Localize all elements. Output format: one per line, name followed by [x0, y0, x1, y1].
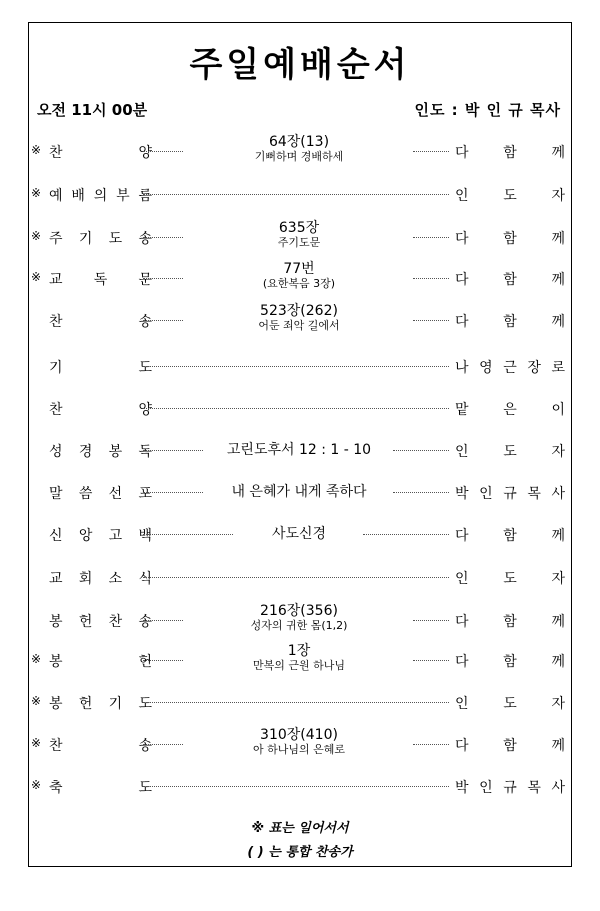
order-item-detail	[174, 727, 424, 757]
hymn-title: 어둔 죄악 길에서	[258, 319, 340, 332]
responsible-person: 다 함 께	[455, 314, 565, 330]
responsible-person: 인 도 자	[455, 444, 565, 460]
order-item-label: 예 배 의 부 름	[49, 188, 152, 204]
dotted-leader	[143, 237, 183, 238]
order-item-label: 주 기 도 송	[49, 231, 152, 247]
dotted-leader	[143, 366, 449, 367]
detail-text: 사도신경	[271, 526, 327, 542]
responsible-person: 인 도 자	[455, 571, 565, 587]
order-item-label: 교 회 소 식	[49, 571, 152, 587]
responsible-person: 다 함 께	[455, 738, 565, 754]
order-row	[29, 685, 571, 719]
order-item-label: 찬 송	[49, 738, 152, 754]
dotted-leader	[143, 702, 449, 703]
hymn-number: 77번	[283, 261, 315, 277]
standing-mark: ※	[31, 270, 42, 284]
responsible-person: 인 도 자	[455, 188, 565, 204]
order-item-label: 기 도	[49, 360, 152, 376]
responsible-person: 다 함 께	[455, 272, 565, 288]
standing-mark: ※	[31, 736, 42, 750]
order-row	[29, 603, 571, 637]
responsible-person: 다 함 께	[455, 654, 565, 670]
dotted-leader	[143, 534, 233, 535]
order-row	[29, 349, 571, 383]
order-list	[29, 23, 571, 866]
responsible-person: 인 도 자	[455, 696, 565, 712]
order-item-label: 신 앙 고 백	[49, 528, 152, 544]
detail-text: 고린도후서 12 : 1 - 10	[226, 442, 372, 458]
responsible-person: 박 인 규 목 사	[455, 780, 565, 796]
service-time: 오전 11시 00분	[37, 101, 148, 119]
note-hymnal: ( ) 는 통합 찬송가	[247, 845, 353, 860]
order-row	[29, 261, 571, 295]
dotted-leader	[143, 320, 183, 321]
order-item-detail	[174, 603, 424, 633]
order-row	[29, 560, 571, 594]
dotted-leader	[143, 786, 449, 787]
hymn-title: 기뻐하며 경배하세	[254, 150, 344, 163]
order-item-detail	[174, 261, 424, 291]
responsible-person: 다 함 께	[455, 231, 565, 247]
order-row	[29, 727, 571, 761]
responsible-person: 다 함 께	[455, 528, 565, 544]
hymn-number: 64장(13)	[268, 134, 330, 150]
hymn-number: 523장(262)	[260, 303, 338, 319]
dotted-leader	[143, 492, 203, 493]
service-leader: 인도 : 박 인 규 목사	[414, 101, 561, 119]
dotted-leader	[143, 660, 183, 661]
hymn-number: 635장	[278, 220, 320, 236]
hymn-title: 주기도문	[277, 236, 321, 249]
order-item-label: 말 씀 선 포	[49, 486, 152, 502]
standing-mark: ※	[31, 186, 42, 200]
hymn-number: 310장(410)	[260, 727, 338, 743]
order-row	[29, 220, 571, 254]
order-item-label: 찬 양	[49, 145, 152, 161]
order-item-detail	[174, 433, 424, 467]
standing-mark: ※	[31, 694, 42, 708]
order-item-detail	[174, 220, 424, 250]
standing-mark: ※	[31, 143, 42, 157]
hymn-title: 아 하나님의 은혜로	[252, 743, 345, 756]
note-standing: ※ 표는 일어서서	[251, 821, 349, 836]
order-row	[29, 134, 571, 168]
bulletin-frame	[28, 22, 572, 867]
bulletin-title: 주일예배순서	[189, 45, 411, 85]
order-row	[29, 177, 571, 211]
order-row	[29, 433, 571, 467]
hymn-title: 만복의 근원 하나님	[252, 659, 345, 672]
dotted-leader	[143, 744, 183, 745]
order-item-label: 봉 헌	[49, 654, 152, 670]
order-item-label: 성 경 봉 독	[49, 444, 152, 460]
order-row	[29, 643, 571, 677]
order-row	[29, 391, 571, 425]
order-row	[29, 475, 571, 509]
hymn-title: 성자의 귀한 몸(1,2)	[250, 619, 348, 632]
detail-text: 내 은혜가 내게 족하다	[231, 484, 367, 500]
order-item-label: 봉 헌 찬 송	[49, 614, 152, 630]
responsible-person: 박 인 규 목 사	[455, 486, 565, 502]
standing-mark: ※	[31, 778, 42, 792]
order-item-detail	[174, 475, 424, 509]
order-item-detail	[174, 643, 424, 673]
standing-mark: ※	[31, 229, 42, 243]
responsible-person: 다 함 께	[455, 145, 565, 161]
order-item-label: 봉 헌 기 도	[49, 696, 152, 712]
order-item-label: 교 독 문	[49, 272, 152, 288]
dotted-leader	[143, 151, 183, 152]
responsible-person: 맡 은 이	[455, 402, 565, 418]
dotted-leader	[143, 194, 449, 195]
order-row	[29, 517, 571, 551]
dotted-leader	[143, 450, 203, 451]
order-row	[29, 769, 571, 803]
dotted-leader	[143, 620, 183, 621]
hymn-number: 216장(356)	[260, 603, 338, 619]
hymn-title: (요한복음 3장)	[262, 277, 336, 290]
dotted-leader	[143, 278, 183, 279]
responsible-person: 나 영 근 장 로	[455, 360, 565, 376]
order-item-label: 찬 송	[49, 314, 152, 330]
dotted-leader	[143, 577, 449, 578]
hymn-number: 1장	[287, 643, 311, 659]
order-item-detail	[174, 303, 424, 333]
order-item-detail	[174, 134, 424, 164]
responsible-person: 다 함 께	[455, 614, 565, 630]
order-item-label: 찬 양	[49, 402, 152, 418]
dotted-leader	[143, 408, 449, 409]
order-row	[29, 303, 571, 337]
standing-mark: ※	[31, 652, 42, 666]
order-item-label: 축 도	[49, 780, 152, 796]
